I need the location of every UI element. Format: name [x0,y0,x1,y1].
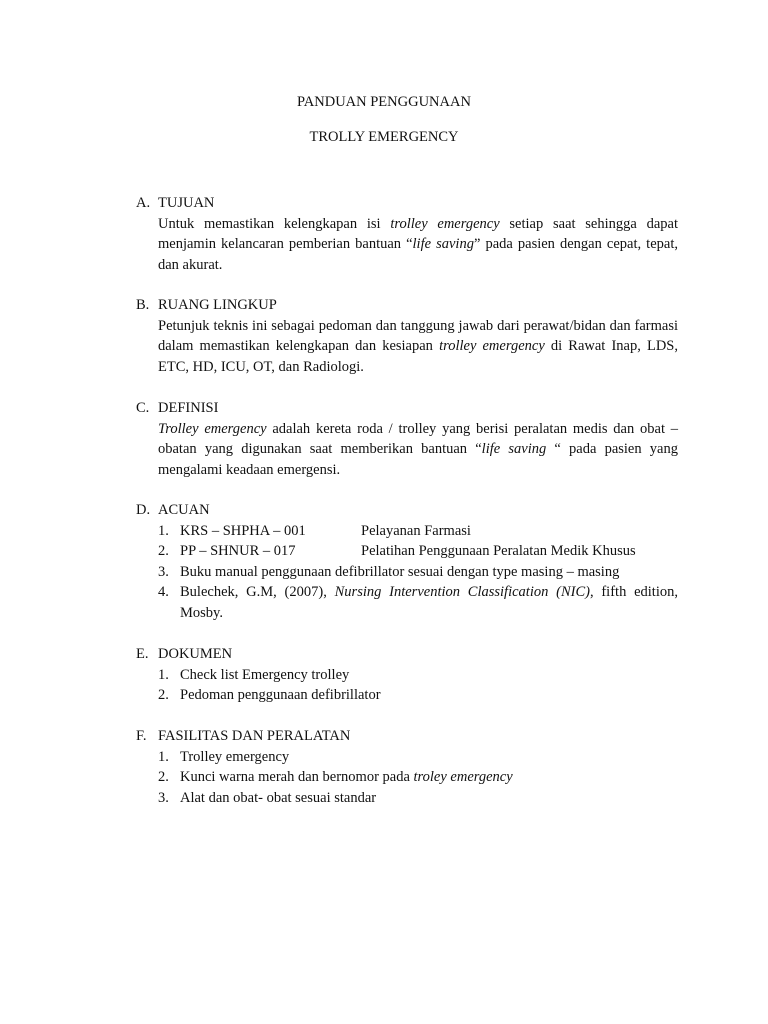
reference-title: Pelatihan Penggunaan Peralatan Medik Khusus [361,543,636,559]
reference-code: KRS – SHPHA – 001 [180,522,306,539]
list-number: 1. [158,522,169,539]
paragraph-text: Untuk memastikan kelengkapan isi [158,215,391,232]
list-item [136,521,678,542]
list-item-text: Buku manual penggunaan defibrillator sesuai dengan type masing – masing [180,563,620,580]
list-number: 3. [158,789,169,806]
section-definisi [136,398,678,480]
list-item [136,665,678,686]
section-title: FASILITAS DAN PERALATAN [158,728,351,744]
italic-term: Nursing Intervention Classification (NIC) [334,584,590,600]
paragraph-text: Petunjuk teknis ini sebagai pedoman dan tanggung jawab dari perawat/bidan dan farmasi dalam memastikan kelengkapan dan kesiapan [158,317,678,354]
section-heading [136,726,678,747]
section-paragraph [136,214,678,276]
reference-code: PP – SHNUR – 017 [180,543,296,559]
section-heading [136,500,678,521]
list-item [136,685,678,706]
list-number: 2. [158,687,169,703]
section-letter: D. [136,502,151,518]
italic-term: life saving [412,236,474,252]
document-list [136,665,678,706]
section-heading [136,193,678,214]
section-letter: C. [136,400,150,416]
reference-title: Pelayanan Farmasi [361,522,471,539]
section-letter: E. [136,646,149,662]
list-item [136,788,678,809]
section-title: DEFINISI [158,400,219,416]
section-letter: A. [136,195,151,211]
list-item [136,541,678,562]
section-paragraph [136,419,678,481]
list-item-text: Alat dan obat- obat sesuai standar [180,789,377,806]
paragraph-text: setiap saat sehingga dapat menjamin kelancaran pemberian bantuan “ [158,215,678,252]
section-fasilitas [136,726,678,808]
section-title: TUJUAN [158,195,215,211]
section-heading [136,398,678,419]
list-number: 3. [158,563,169,580]
italic-term: life saving [481,441,547,457]
list-number: 2. [158,543,169,559]
list-item-text: Check list Emergency trolley [180,666,350,683]
list-item-text: Trolley emergency [180,748,290,765]
section-letter: B. [136,297,150,313]
list-item-text: Pedoman penggunaan defibrillator [180,687,381,703]
section-title: ACUAN [158,502,210,518]
reference-list [136,521,678,624]
paragraph-text: “ pada pasien yang mengalami keadaan emergensi. [158,441,678,478]
section-dokumen [136,644,678,706]
paragraph-text: ” pada pasien dengan cepat, tepat, dan akurat. [158,236,678,273]
section-heading [136,295,678,316]
italic-term: Trolley emergency [158,420,267,437]
list-number: 2. [158,769,169,785]
list-item-text: Kunci warna merah dan bernomor pada [180,769,414,785]
italic-term: trolley emergency [439,338,545,354]
list-number: 1. [158,666,169,683]
document-subtitle: TROLLY EMERGENCY [309,129,459,145]
section-title: DOKUMEN [158,646,233,662]
section-ruang-lingkup [136,295,678,377]
list-number: 4. [158,584,169,600]
italic-term: troley emergency [413,769,513,785]
list-item [136,582,678,623]
list-item [136,747,678,768]
section-acuan [136,500,678,623]
list-item-text: Bulechek, G.M, (2007), [180,584,335,600]
section-heading [136,644,678,665]
section-tujuan [136,193,678,275]
paragraph-text: adalah kereta roda / trolley yang berisi peralatan medis dan obat – obatan yang digunakan saat memberikan bantuan “ [158,420,678,457]
list-item-text: , fifth edition, Mosby. [180,584,678,621]
list-number: 1. [158,748,169,765]
document-title: PANDUAN PENGGUNAAN [297,94,471,110]
section-title: RUANG LINGKUP [158,297,277,313]
italic-term: trolley emergency [390,215,500,232]
list-item [136,562,678,583]
paragraph-text: di Rawat Inap, LDS, ETC, HD, ICU, OT, dan Radiologi. [158,338,678,375]
list-item [136,767,678,788]
section-paragraph [136,316,678,378]
section-letter: F. [136,728,147,744]
facility-list [136,747,678,809]
